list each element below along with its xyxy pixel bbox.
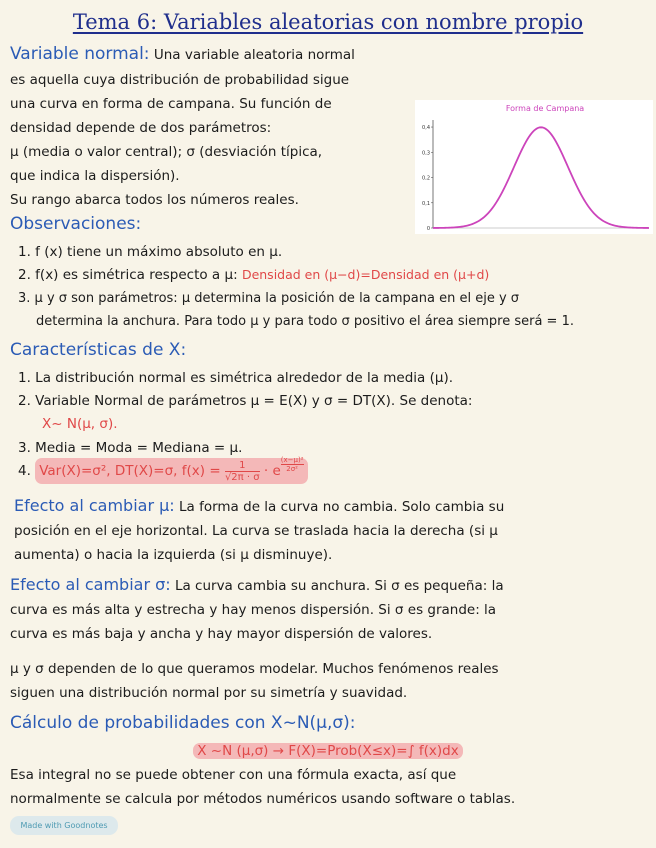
goodnotes-badge[interactable]: Made with Goodnotes bbox=[10, 816, 118, 835]
bell-curve-svg bbox=[415, 100, 653, 234]
efecto-mu-line-2: posición en el eje horizontal. La curva se traslada hacia la derecha (si μ bbox=[14, 523, 498, 539]
y-tick-label: 0,2 bbox=[422, 175, 430, 182]
efecto-mu-line-1 bbox=[14, 494, 504, 519]
obs-heading: Observaciones: bbox=[10, 214, 142, 234]
obs-item-3a: 3. μ y σ son parámetros: μ determina la posición de la campana en el eje y σ bbox=[18, 291, 520, 306]
carac-heading: Características de X: bbox=[10, 340, 187, 360]
normal-line1-text: Una variable aleatoria normal bbox=[153, 47, 355, 63]
efecto-sigma-line-2: curva es más alta y estrecha y hay menos dispersión. Si σ es grande: la bbox=[10, 602, 497, 618]
density-fraction bbox=[225, 460, 260, 483]
carac-item-4 bbox=[18, 458, 308, 484]
chart-title: Forma de Campana bbox=[505, 104, 585, 113]
efecto-mu-line-3: aumenta) o hacia la izquierda (si μ disminuye). bbox=[14, 547, 333, 563]
efecto-mu-line1-text: La forma de la curva no cambia. Solo cambia su bbox=[179, 499, 505, 515]
efecto-sigma-line1-text: La curva cambia su anchura. Si σ es pequeña: la bbox=[174, 578, 504, 594]
normal-line-5: μ (media o valor central); σ (desviación típica, bbox=[10, 144, 323, 160]
normal-line-3: una curva en forma de campana. Su función de bbox=[10, 96, 332, 112]
normal-line-2: es aquella cuya distribución de probabilidad sigue bbox=[10, 72, 350, 88]
obs-item-2-text: 2. f(x) es simétrica respecto a μ: bbox=[18, 267, 238, 283]
calculo-formula-row bbox=[0, 739, 656, 763]
y-tick-label: 0 bbox=[426, 226, 430, 232]
carac-item-2: 2. Variable Normal de parámetros μ = E(X) y σ = DT(X). Se denota: bbox=[18, 393, 473, 409]
fraction-denominator: √2π · σ bbox=[224, 471, 260, 483]
efecto-mu-heading: Efecto al cambiar μ: bbox=[14, 496, 175, 515]
page-title: Tema 6: Variables aleatorias con nombre propio bbox=[72, 10, 584, 34]
efecto-sigma-heading: Efecto al cambiar σ: bbox=[10, 575, 171, 594]
y-tick-label: 0,1 bbox=[422, 200, 430, 207]
efecto-sigma-line-3: curva es más baja y ancha y hay mayor dispersión de valores. bbox=[10, 626, 433, 642]
normal-line-1 bbox=[10, 42, 355, 67]
calculo-heading: Cálculo de probabilidades con X~N(μ,σ): bbox=[10, 713, 356, 733]
exponent-denominator: 2σ² bbox=[286, 465, 298, 473]
density-label: f(x) = bbox=[181, 463, 221, 479]
obs-item-1: 1. f (x) tiene un máximo absoluto en μ. bbox=[18, 244, 283, 260]
exp-base: · e bbox=[263, 463, 281, 479]
modelar-line-2: siguen una distribución normal por su simetría y suavidad. bbox=[10, 685, 408, 701]
bell-curve-chart bbox=[415, 100, 653, 234]
bell-curve-line bbox=[433, 127, 649, 228]
calculo-formula: X ~N (μ,σ) → F(X)=Prob(X≤x)=∫ f(x)dx bbox=[193, 743, 463, 759]
normal-line-4: densidad depende de dos parámetros: bbox=[10, 120, 272, 136]
carac-item-4-num: 4. bbox=[18, 463, 31, 479]
normal-line-7: Su rango abarca todos los números reales. bbox=[10, 192, 299, 208]
obs-item-2 bbox=[18, 263, 489, 287]
modelar-line-1: μ y σ dependen de lo que queramos modelar. Muchos fenómenos reales bbox=[10, 661, 499, 677]
normal-line-6: que indica la dispersión). bbox=[10, 168, 180, 184]
carac-item-3: 3. Media = Moda = Mediana = μ. bbox=[18, 440, 243, 456]
efecto-sigma-line-1 bbox=[10, 573, 504, 598]
var-formula: Var(X)=σ², bbox=[39, 463, 111, 479]
carac-item-4-highlight bbox=[35, 458, 307, 484]
calculo-line-2: normalmente se calcula por métodos numéricos usando software o tablas. bbox=[10, 791, 516, 807]
carac-notation: X~ N(μ, σ). bbox=[42, 416, 118, 432]
obs-item-2-formula: Densidad en (μ−d)=Densidad en (μ+d) bbox=[241, 267, 490, 282]
exponent-numerator: (x−μ)² bbox=[280, 456, 304, 464]
normal-heading: Variable normal: bbox=[10, 44, 150, 64]
y-tick-label: 0,3 bbox=[422, 150, 430, 157]
calculo-line-1: Esa integral no se puede obtener con una fórmula exacta, así que bbox=[10, 767, 457, 783]
fraction-numerator: 1 bbox=[225, 460, 260, 472]
y-ticks bbox=[422, 125, 433, 232]
exponent bbox=[281, 456, 304, 473]
dt-formula: DT(X)=σ, bbox=[114, 463, 178, 479]
y-tick-label: 0,4 bbox=[422, 125, 430, 132]
carac-item-1: 1. La distribución normal es simétrica alrededor de la media (μ). bbox=[18, 370, 454, 386]
obs-item-3b: determina la anchura. Para todo μ y para todo σ positivo el área siempre será = 1. bbox=[36, 314, 574, 329]
